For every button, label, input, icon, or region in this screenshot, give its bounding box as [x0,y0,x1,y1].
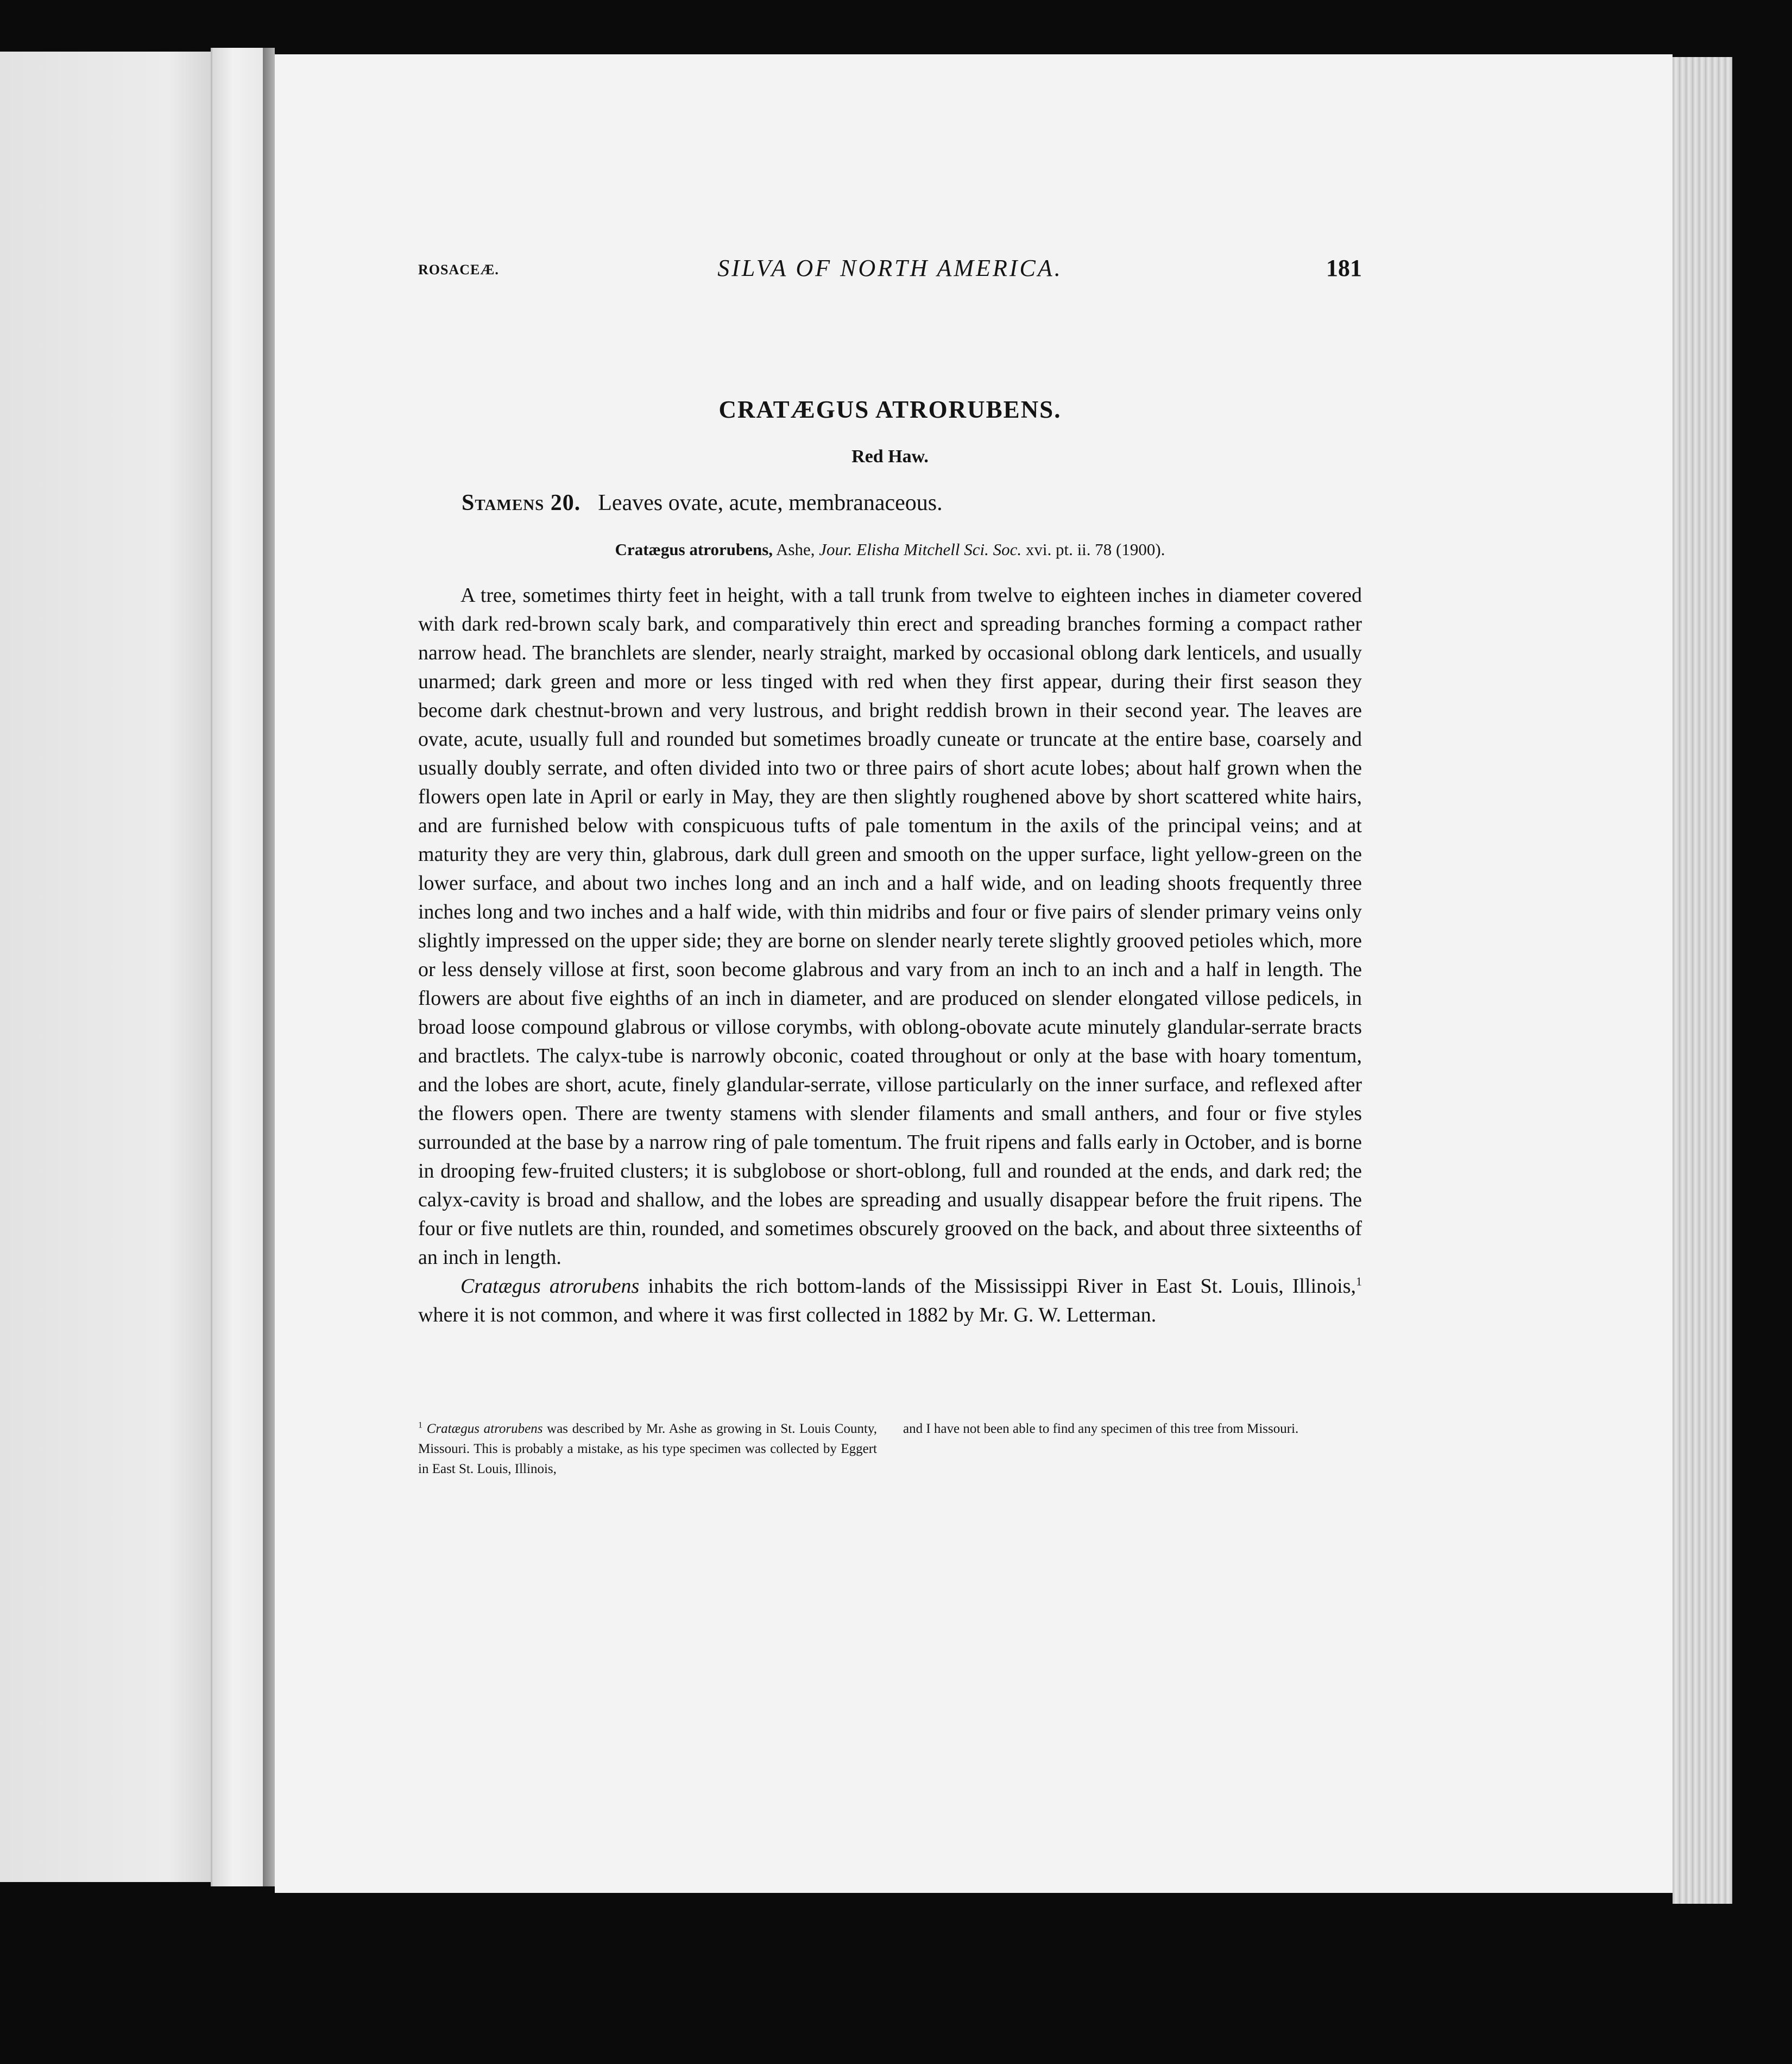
page-stack-edge [1673,57,1732,1904]
description-paragraph: A tree, sometimes thirty feet in height, with a tall trunk from twelve to eighteen inches in diameter covered with dark red-brown scaly bark, and comparatively thin erect and spreading branches forming a compact rather narrow head. The branchlets are slender, nearly straight, marked by occasional oblong dark lenticels, and usually unarmed; dark green and more or less tinged with red when they first appear, during their first season they become dark chestnut-brown and very lustrous, and bright reddish brown in their second year. The leaves are ovate, acute, usually full and rounded but sometimes broadly cuneate or truncate at the entire base, coarsely and usually doubly serrate, and often divided into two or three pairs of short acute lobes; about half grown when the flowers open late in April or early in May, they are then slightly roughened above by short scattered white hairs, and are furnished below with conspicuous tufts of pale tomentum in the axils of the principal veins; and at maturity they are very thin, glabrous, dark dull green and smooth on the upper surface, light yellow-green on the lower surface, and about two inches long and an inch and a half wide, and on leading shoots frequently three inches long and two inches and a half wide, with thin midribs and four or five pairs of slender primary veins only slightly impressed on the upper side; they are borne on slender nearly terete slightly grooved petioles which, more or less densely villose at first, soon become glabrous and vary from an inch to an inch and a half in length. The flowers are about five eighths of an inch in diameter, and are produced on slender elongated villose pedicels, in broad loose compound glabrous or villose corymbs, with oblong-obovate acute minutely glandular-serrate bracts and bractlets. The calyx-tube is narrowly obconic, coated throughout or only at the base with hoary tomentum, and the lobes are short, acute, finely glandular-serrate, villose particularly on the inner surface, and reflexed after the flowers open. There are twenty stamens with slender filaments and small anthers, and four or five styles surrounded at the base by a narrow ring of pale tomentum. The fruit ripens and falls early in October, and is borne in drooping few-fruited clusters; it is subglobose or short-oblong, full and rounded at the ends, and dark red; the calyx-cavity is broad and shallow, and the lobes are spreading and usually disappear before the fruit ripens. The four or five nutlets are thin, rounded, and sometimes obscurely grooved on the back, and about three sixteenths of an inch in length. [418,584,1362,1269]
running-title: SILVA OF NORTH AMERICA. [717,255,1063,281]
page-number: 181 [1326,255,1362,281]
stamens-label: Stamens 20. [462,490,581,515]
gutter-shadow [263,48,275,1886]
footnote-marker: 1 [418,1420,422,1430]
footnote-left-text: was described by Mr. Ashe as growing in St. Louis County, Missouri. This is probably a mistake, as his type specimen was collected by Eggert in East St. Louis, Illinois, [418,1421,878,1476]
footnote-reference: 1 [1356,1274,1362,1288]
running-header [418,254,1362,287]
footnote-species: Cratægus atrorubens [426,1421,543,1436]
body-text [418,581,1362,1330]
habitat-paragraph [418,1272,1362,1330]
species-characters [462,490,943,516]
common-name: Red Haw. [851,446,929,467]
citation-name: Cratægus atrorubens, [615,540,773,559]
footnote-right-column: and I have not been able to find any specimen of this tree from Missouri. [903,1421,1299,1436]
facing-page-edge [0,52,211,1882]
binding-gutter [211,48,264,1886]
habitat-text-1: inhabits the rich bottom-lands of the Mississippi River in East St. Louis, Illinois, [639,1275,1356,1298]
species-title: CRATÆGUS ATRORUBENS. [718,396,1062,423]
habitat-species: Cratægus atrorubens [460,1275,640,1298]
section-name: ROSACEÆ. [418,262,499,278]
citation [418,540,1362,559]
habitat-text-2: where it is not common, and where it was first collected in 1882 by Mr. G. W. Letterman. [418,1304,1157,1326]
citation-journal: Jour. Elisha Mitchell Sci. Soc. [819,540,1022,559]
characters-text: Leaves ovate, acute, membranaceous. [598,490,943,515]
footnote-left-column [418,1419,877,1479]
citation-author: Ashe, [773,540,819,559]
citation-reference: xvi. pt. ii. 78 (1900). [1021,540,1165,559]
